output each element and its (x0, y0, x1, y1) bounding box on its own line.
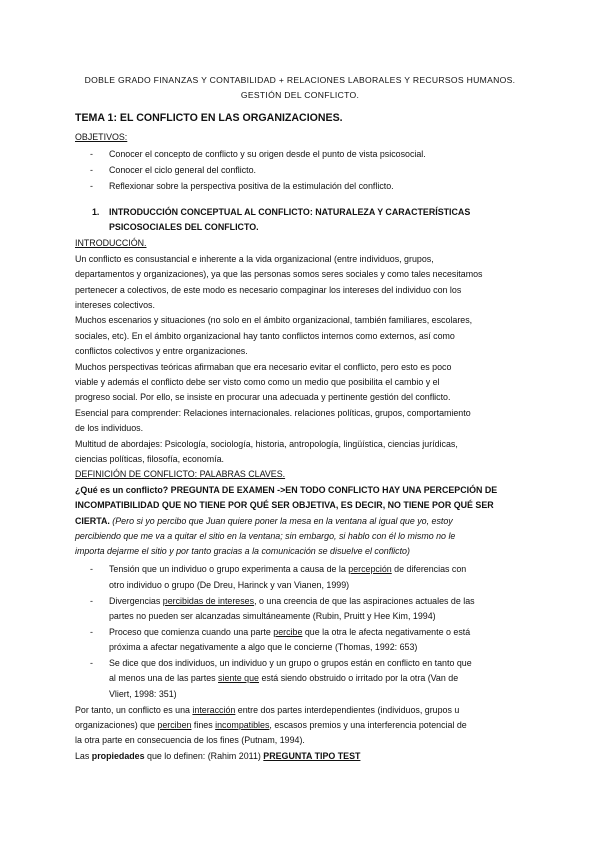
text-run: Por tanto, un conflicto es una (75, 705, 193, 715)
test-question-tag: PREGUNTA TIPO TEST (263, 751, 361, 761)
underlined-term: percepción (348, 564, 392, 574)
intro-line: viable y además el conflicto debe ser visto como como un medio que posibilita el cambio y el (75, 377, 440, 387)
intro-line: pertenecer a colectivos, de este modo es necesario compaginar los intereses del individuo con los (75, 285, 462, 295)
text-run: de diferencias con (391, 564, 467, 574)
text-run: que lo definen: (Rahim 2011) (144, 751, 264, 761)
definition-item (109, 595, 475, 607)
objective-item: Conocer el concepto de conflicto y su origen desde el punto de vista psicosocial. (109, 149, 426, 159)
underlined-term: siente que (218, 673, 259, 683)
bullet-dash: - (90, 149, 93, 159)
definition-item: Se dice que dos individuos, un individuo y un grupo o grupos están en conflicto en tanto que (109, 658, 472, 668)
definition-item-line3: Vliert, 1998: 351) (109, 689, 177, 699)
text-run: está siendo obstruido o irritado por la otra (Van de (259, 673, 459, 683)
intro-line: departamentos y organizaciones), ya que las personas somos seres sociales y como tales necesitamos (75, 269, 483, 279)
underlined-term: perciben (157, 720, 192, 730)
topic-title: TEMA 1: EL CONFLICTO EN LAS ORGANIZACIONES. (75, 112, 343, 124)
bullet-dash: - (90, 564, 93, 574)
intro-line: sociales, etc). En el ámbito organizacional hay tanto conflictos internos como externos, así como (75, 331, 455, 341)
objective-item: Conocer el ciclo general del conflicto. (109, 165, 257, 175)
question-line: ¿Qué es un conflicto? PREGUNTA DE EXAMEN ->EN TODO CONFLICTO HAY UNA PERCEPCIÓN DE (75, 485, 498, 495)
intro-line: Un conflicto es consustancial e inherente a la vida organizacional (entre individuos, grupos, (75, 254, 434, 264)
bold-term: propiedades (91, 751, 145, 761)
bullet-dash: - (90, 181, 93, 191)
underlined-term: percibe (273, 627, 303, 637)
text-run: Tensión que un individuo o grupo experimenta a causa de la (109, 564, 349, 574)
intro-line: Muchos escenarios y situaciones (no solo en el ámbito organizacional, también familiares, escolares, (75, 315, 473, 325)
example-line: percibiendo que me va a quitar el sitio en la ventana; sin embargo, si hablo con él lo mismo no le (75, 531, 456, 541)
intro-line: Muchos perspectivas teóricas afirmaban que era necesario evitar el conflicto, pero esto es poco (75, 362, 452, 372)
definition-item (109, 626, 470, 638)
intro-line: de los individuos. (75, 423, 144, 433)
definition-item-line2: próxima a afectar negativamente a algo que le concierne (Thomas, 1992: 653) (109, 642, 418, 652)
conclusion-line (75, 719, 467, 731)
definition-item (109, 563, 466, 575)
question-line: INCOMPATIBILIDAD QUE NO TIENE POR QUÉ SER OBJETIVA, ES DECIR, NO TIENE POR QUÉ SER (75, 500, 494, 510)
intro-line: Multitud de abordajes: Psicología, sociología, historia, antropología, lingüística, ciencias jurídicas, (75, 439, 458, 449)
definition-item-line2: partes no pueden ser alcanzadas simultáneamente (Rubin, Pruitt y Hee Kim, 1994) (109, 611, 436, 621)
objectives-heading: OBJETIVOS: (75, 132, 128, 142)
example-italic-text: (Pero si yo percibo que Juan quiere poner la mesa en la ventana al igual que yo, estoy (109, 516, 453, 526)
intro-line: progreso social. Por ello, se insiste en procurar una adecuada y pertinente gestión del conflicto. (75, 392, 451, 402)
text-run: fines (191, 720, 216, 730)
text-run: , escasos premios y una interferencia potencial de (269, 720, 467, 730)
intro-line: intereses colectivos. (75, 300, 155, 310)
text-run: Divergencias (109, 596, 163, 606)
text-run: que la otra le afecta negativamente o está (302, 627, 471, 637)
document-header-line1: DOBLE GRADO FINANZAS Y CONTABILIDAD + RELACIONES LABORALES Y RECURSOS HUMANOS. (84, 75, 516, 85)
question-line (75, 515, 453, 527)
question-bold-text: CIERTA. (75, 516, 110, 526)
section-number: 1. (92, 207, 100, 217)
intro-heading: INTRODUCCIÓN. (75, 238, 147, 248)
text-run: al menos una de las partes (109, 673, 219, 683)
underlined-term: interacción (192, 705, 236, 715)
document-header-line2: GESTIÓN DEL CONFLICTO. (240, 90, 360, 100)
text-run: entre dos partes interdependientes (individuos, grupos u (235, 705, 460, 715)
text-run: Proceso que comienza cuando una parte (109, 627, 274, 637)
intro-line: ciencias políticas, filosofía, economía. (75, 454, 224, 464)
text-run: Las (75, 751, 92, 761)
section-title-line2: PSICOSOCIALES DEL CONFLICTO. (109, 222, 259, 232)
intro-line: Esencial para comprender: Relaciones internacionales. relaciones políticas, grupos, comportamiento (75, 408, 471, 418)
underlined-term: percibidas de intereses (162, 596, 255, 606)
definition-item-line2 (109, 672, 458, 684)
bullet-dash: - (90, 627, 93, 637)
bullet-dash: - (90, 165, 93, 175)
definition-heading: DEFINICIÓN DE CONFLICTO: PALABRAS CLAVES. (75, 469, 286, 479)
conclusion-line (75, 704, 459, 716)
intro-line: conflictos colectivos y entre organizaciones. (75, 346, 248, 356)
text-run: organizaciones) que (75, 720, 158, 730)
text-run: , o una creencia de que las aspiraciones actuales de las (254, 596, 475, 606)
underlined-term: incompatibles (215, 720, 270, 730)
section-title-line1: INTRODUCCIÓN CONCEPTUAL AL CONFLICTO: NATURALEZA Y CARACTERÍSTICAS (109, 207, 471, 217)
example-line: importa dejarme el sitio y por tanto gracias a la comunicación se disuelve el conflicto) (75, 546, 410, 556)
definition-item-line2: otro individuo o grupo (De Dreu, Harinck y van Vianen, 1999) (109, 580, 350, 590)
objective-item: Reflexionar sobre la perspectiva positiva de la estimulación del conflicto. (109, 181, 394, 191)
bullet-dash: - (90, 596, 93, 606)
properties-line (75, 750, 360, 762)
bullet-dash: - (90, 658, 93, 668)
conclusion-line: la otra parte en consecuencia de los fines (Putnam, 1994). (75, 735, 305, 745)
